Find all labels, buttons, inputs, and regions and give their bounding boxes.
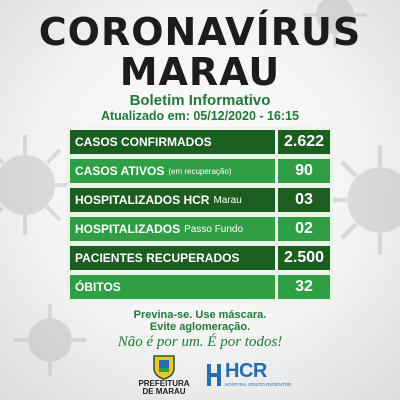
prefeitura-logo-line2: DE MARAU bbox=[142, 387, 186, 396]
page-title-line1: CORONAVÍRUS bbox=[38, 10, 362, 54]
stat-value: 2.500 bbox=[278, 246, 330, 270]
prefeitura-logo-line1: PREFEITURA bbox=[138, 379, 190, 388]
stat-row-recovered bbox=[70, 246, 330, 270]
stat-row-hospitalized-hcr bbox=[70, 188, 330, 212]
updated-timestamp: Atualizado em: 05/12/2020 - 16:15 bbox=[100, 109, 299, 123]
stat-label: HOSPITALIZADOS Passo Fundo bbox=[70, 217, 275, 241]
stat-label: PACIENTES RECUPERADOS bbox=[70, 246, 275, 270]
stat-row-deaths bbox=[70, 275, 330, 299]
stat-note: Passo Fundo bbox=[184, 223, 244, 235]
stat-label: HOSPITALIZADOS HCR Marau bbox=[70, 188, 275, 212]
prevention-message-line1: Previna-se. Use máscara. bbox=[133, 309, 267, 321]
hcr-logo-text: HCR bbox=[225, 360, 267, 382]
city-crest-icon bbox=[152, 354, 176, 380]
prefeitura-logo bbox=[135, 354, 193, 398]
hcr-logo-subtext: HOSPITAL CRISTO REDENTOR bbox=[225, 382, 292, 387]
stat-label: CASOS ATIVOS (em recuperação) bbox=[70, 159, 275, 183]
stat-value: 90 bbox=[278, 159, 330, 183]
hcr-logo bbox=[205, 358, 292, 394]
stat-row-hospitalized-pf bbox=[70, 217, 330, 241]
slogan: Não é por um. É por todos! bbox=[117, 334, 283, 350]
stat-label: ÓBITOS bbox=[70, 275, 275, 299]
prevention-message-line2: Evite aglomeração. bbox=[149, 321, 251, 333]
stat-value: 32 bbox=[278, 275, 330, 299]
stat-value: 02 bbox=[278, 217, 330, 241]
bulletin-subtitle: Boletim Informativo bbox=[129, 92, 271, 109]
stat-row-confirmed bbox=[70, 130, 330, 154]
stats-panel bbox=[67, 127, 333, 303]
stat-value: 03 bbox=[278, 188, 330, 212]
stat-value: 2.622 bbox=[278, 130, 330, 154]
stat-label: CASOS CONFIRMADOS bbox=[70, 130, 275, 154]
footer-logos bbox=[0, 352, 400, 400]
page-title-line2: MARAU bbox=[119, 50, 281, 94]
stat-note: Marau bbox=[213, 194, 242, 206]
stat-row-active bbox=[70, 159, 330, 183]
hcr-emblem-icon bbox=[205, 362, 223, 388]
stat-note: (em recuperação) bbox=[168, 166, 232, 176]
